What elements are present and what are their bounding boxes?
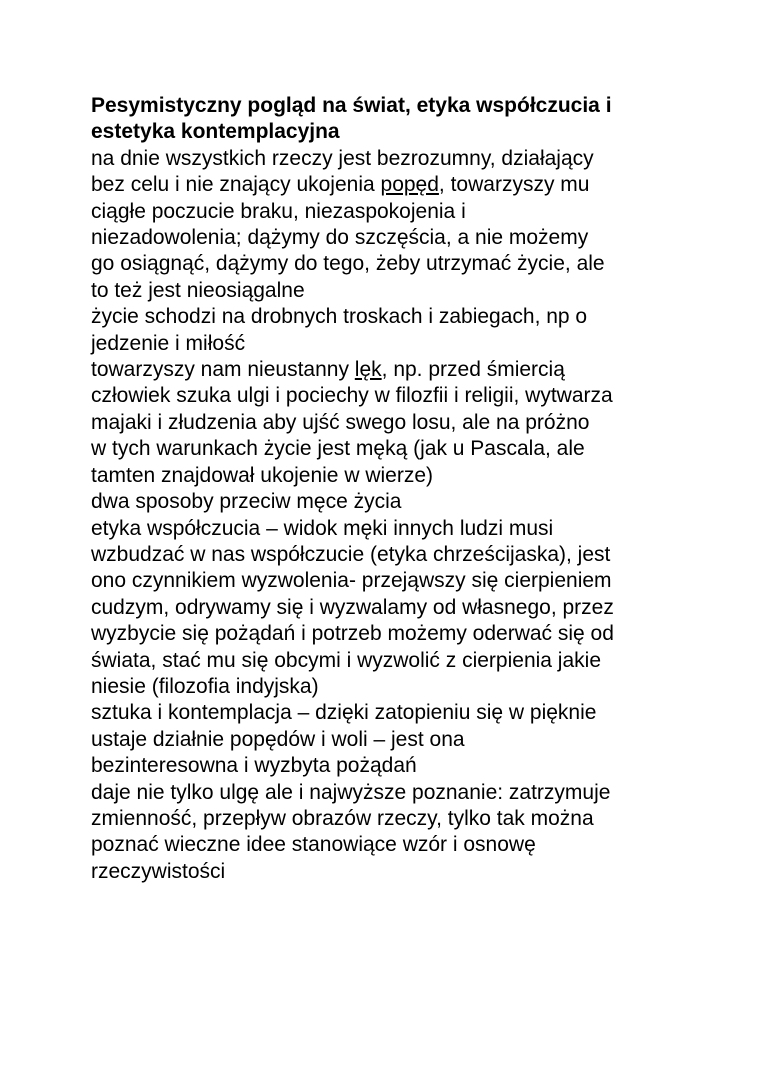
text-line: świata, stać mu się obcymi i wyzwolić z cierpienia jakie bbox=[91, 648, 601, 672]
text-line: tamten znajdował ukojenie w wierze) bbox=[91, 463, 433, 487]
text-line bbox=[91, 357, 691, 383]
text-line bbox=[91, 172, 691, 198]
body-text bbox=[91, 146, 691, 885]
text-line: życie schodzi na drobnych troskach i zabiegach, np o bbox=[91, 305, 588, 329]
text-line: rzeczywistości bbox=[91, 859, 226, 883]
document-title bbox=[91, 93, 691, 146]
text-segment: towarzyszy nam nieustanny bbox=[91, 358, 355, 382]
text-line: człowiek szuka ulgi i pociechy w filozfii i religii, wytwarza bbox=[91, 384, 613, 408]
text-line: zmienność, przepływ obrazów rzeczy, tylko tak można bbox=[91, 806, 594, 830]
text-segment: , towarzyszy mu bbox=[438, 173, 590, 197]
text-line: cudzym, odrywamy się i wyzwalamy od własnego, przez bbox=[91, 595, 614, 619]
text-line: w tych warunkach życie jest męką (jak u Pascala, ale bbox=[91, 437, 585, 461]
text-line: daje nie tylko ulgę ale i najwyższe poznanie: zatrzymuje bbox=[91, 780, 611, 804]
text-line: dwa sposoby przeciw męce życia bbox=[91, 490, 402, 514]
text-line: wzbudzać w nas współczucie (etyka chrześcijaska), jest bbox=[91, 542, 611, 566]
title-line: Pesymistyczny pogląd na świat, etyka współczucia i bbox=[91, 94, 612, 117]
text-segment: , np. przed śmiercią bbox=[381, 358, 565, 382]
text-line: na dnie wszystkich rzeczy jest bezrozumny, działający bbox=[91, 146, 594, 170]
text-line: go osiągnąć, dążymy do tego, żeby utrzymać życie, ale bbox=[91, 252, 605, 276]
text-line: wyzbycie się pożądań i potrzeb możemy oderwać się od bbox=[91, 622, 614, 646]
text-line: ono czynnikiem wyzwolenia- przejąwszy się cierpieniem bbox=[91, 569, 612, 593]
text-line: poznać wieczne idee stanowiące wzór i osnowę bbox=[91, 833, 536, 857]
underlined-term: popęd bbox=[380, 173, 439, 197]
title-line: estetyka kontemplacyjna bbox=[91, 120, 340, 144]
document-body bbox=[91, 93, 691, 885]
text-line: niesie (filozofia indyjska) bbox=[91, 674, 319, 698]
text-line: ciągłe poczucie braku, niezaspokojenia i bbox=[91, 199, 466, 223]
text-line: etyka współczucia – widok męki innych ludzi musi bbox=[91, 516, 554, 540]
text-line: bezinteresowna i wyzbyta pożądań bbox=[91, 754, 417, 778]
text-line: majaki i złudzenia aby ujść swego losu, ale na próżno bbox=[91, 410, 590, 434]
underlined-term: lęk bbox=[354, 358, 382, 382]
text-line: ustaje działnie popędów i woli – jest ona bbox=[91, 727, 465, 751]
text-line: jedzenie i miłość bbox=[91, 331, 246, 355]
text-line: sztuka i kontemplacja – dzięki zatopieniu się w pięknie bbox=[91, 701, 597, 725]
text-line: to też jest nieosiągalne bbox=[91, 278, 305, 302]
text-line: niezadowolenia; dążymy do szczęścia, a nie możemy bbox=[91, 226, 589, 250]
text-segment: bez celu i nie znający ukojenia bbox=[91, 173, 381, 197]
